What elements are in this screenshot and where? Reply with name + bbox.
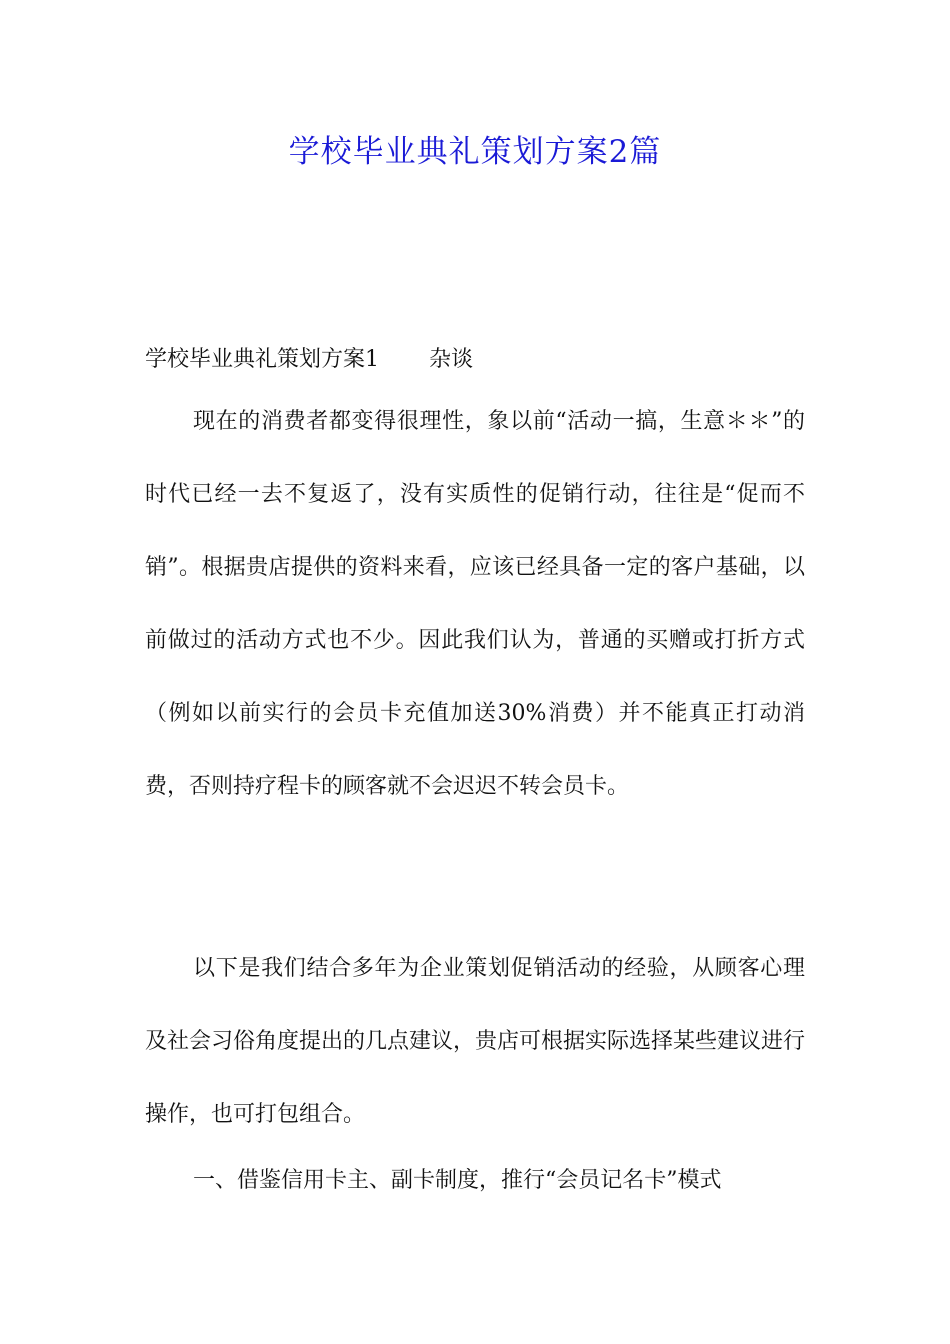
section-item-heading: 一、借鉴信用卡主、副卡制度，推行“会员记名卡”模式 [193, 1168, 722, 1193]
section-heading-label: 学校毕业典礼策划方案1 [145, 347, 379, 372]
body-paragraph: 现在的消费者都变得很理性，象以前“活动一搞，生意＊＊”的时代已经一去不复返了，没有实质性的促销行动，往往是“促而不销”。根据贵店提供的资料来看，应该已经具备一定的客户基础，以前做过的活动方式也不少。因此我们认为，普通的买赠或打折方式（例如以前实行的会员卡充值加送30%消费）并不能真正打动消费，否则持疗程卡的顾客就不会迟迟不转会员卡。 [145, 409, 805, 799]
body-paragraph: 以下是我们结合多年为企业策划促销活动的经验，从顾客心理及社会习俗角度提出的几点建议，贵店可根据实际选择某些建议进行操作，也可打包组合。 [145, 956, 806, 1127]
document-title: 学校毕业典礼策划方案2篇 [288, 134, 662, 170]
section-heading [145, 342, 473, 378]
section-heading-tag: 杂谈 [429, 347, 474, 372]
